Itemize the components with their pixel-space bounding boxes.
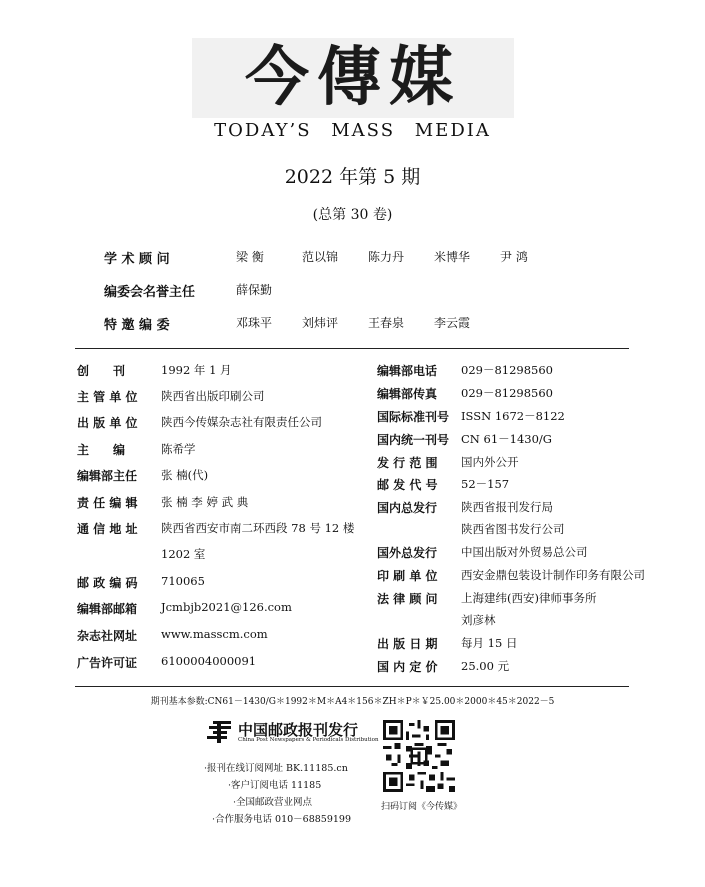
info-label: 印 刷 单 位 <box>377 569 438 583</box>
basic-parameters: 期刊基本参数:CN61－1430/G＊1992＊M＊A4＊156＊ZH＊P＊￥25.00＊2000＊45＊2022－5 <box>150 697 555 707</box>
info-value: 710065 <box>161 574 205 588</box>
honorary-director-name: 薛保勤 <box>236 283 273 297</box>
issue-number: 2022 年第 5 期 <box>284 166 421 188</box>
info-value: 029－81298560 <box>461 363 553 377</box>
info-label: 国外总发行 <box>377 546 438 560</box>
info-value: 陕西省西安市南二环西段 78 号 12 楼 <box>161 521 355 535</box>
english-title: TODAY’S MASS MEDIA <box>214 120 491 141</box>
info-value: 国内外公开 <box>461 455 519 469</box>
info-value: 1992 年 1 月 <box>161 363 232 377</box>
info-value: 上海建纬(西安)律师事务所 <box>461 591 597 605</box>
info-label: 出 版 单 位 <box>77 416 138 430</box>
volume-number: (总第 30 卷) <box>312 207 393 223</box>
info-label: 邮 政 编 码 <box>77 576 138 590</box>
distributor-english: China Post Newspapers & Periodicals Distribution <box>238 737 379 743</box>
info-value: 中国出版对外贸易总公司 <box>461 545 588 559</box>
info-value: 张 楠(代) <box>161 468 209 482</box>
subscription-line: ·客户订阅电话 11185 <box>228 780 322 791</box>
info-value: Jcmbjb2021@126.com <box>161 600 292 614</box>
guest-editor-name: 刘炜评 <box>302 316 339 330</box>
info-label: 法 律 顾 问 <box>377 592 438 606</box>
info-value: CN 61－1430/G <box>461 432 552 446</box>
info-value: 029－81298560 <box>461 386 553 400</box>
info-label: 出 版 日 期 <box>377 637 438 651</box>
advisor-name: 米博华 <box>434 250 471 264</box>
advisor-name: 范以锦 <box>302 250 339 264</box>
info-value: 52－157 <box>461 477 510 491</box>
qr-code <box>383 720 455 792</box>
info-label: 国际标准刊号 <box>377 410 450 424</box>
info-label: 国内统一刊号 <box>377 433 450 447</box>
guest-editor-name: 邓珠平 <box>236 316 273 330</box>
info-label: 编辑部邮箱 <box>77 602 138 616</box>
info-value: 6100004000091 <box>161 654 257 668</box>
info-value: 陈希学 <box>161 442 196 456</box>
info-value: 陕西省图书发行公司 <box>461 522 565 536</box>
advisor-name: 尹 鸿 <box>500 250 528 264</box>
info-label: 主 编 <box>77 443 126 457</box>
info-value: ISSN 1672－8122 <box>461 409 565 423</box>
info-label: 通 信 地 址 <box>77 522 138 536</box>
info-label: 国内总发行 <box>377 501 438 515</box>
subscription-line: ·报刊在线订阅网址 BK.11185.cn <box>204 763 348 774</box>
info-value: 张 楠 李 婷 武 典 <box>161 495 249 509</box>
info-label: 创 刊 <box>77 364 126 378</box>
info-value: 陕西省出版印刷公司 <box>161 389 265 403</box>
info-label: 广告许可证 <box>77 656 138 670</box>
masthead-logo <box>192 38 514 118</box>
info-value: 西安金鼎包装设计制作印务有限公司 <box>461 568 645 582</box>
guest-editors-label: 特 邀 编 委 <box>104 318 170 333</box>
china-post-emblem-icon <box>205 719 235 745</box>
info-label: 编辑部电话 <box>377 364 438 378</box>
info-label: 杂志社网址 <box>77 629 138 643</box>
info-label: 国 内 定 价 <box>377 660 438 674</box>
info-value: 每月 15 日 <box>461 636 518 650</box>
honorary-director-label: 编委会名誉主任 <box>104 285 196 300</box>
info-value: 陕西省报刊发行局 <box>461 500 553 514</box>
subscription-line: ·全国邮政营业网点 <box>233 797 313 808</box>
info-value: 刘彦林 <box>461 613 496 627</box>
info-value: 1202 室 <box>161 547 206 561</box>
info-value: 陕西今传媒杂志社有限责任公司 <box>161 415 322 429</box>
top-divider <box>75 348 629 349</box>
info-value: 25.00 元 <box>461 659 510 673</box>
info-label: 主 管 单 位 <box>77 390 138 404</box>
info-value: www.masscm.com <box>161 627 268 641</box>
guest-editor-name: 李云霞 <box>434 316 471 330</box>
info-label: 发 行 范 围 <box>377 456 438 470</box>
info-label: 编辑部传真 <box>377 387 438 401</box>
info-label: 编辑部主任 <box>77 469 138 483</box>
guest-editor-name: 王春泉 <box>368 316 405 330</box>
qr-caption: 扫码订阅《今传媒》 <box>381 802 463 812</box>
advisors-label: 学 术 顾 问 <box>104 252 170 267</box>
info-label: 责 任 编 辑 <box>77 496 138 510</box>
advisor-name: 梁 衡 <box>236 250 264 264</box>
distributor-name: 中国邮政报刊发行 <box>238 721 359 739</box>
masthead-title: 今傳媒 <box>245 40 461 115</box>
bottom-divider <box>75 686 629 687</box>
advisor-name: 陈力丹 <box>368 250 405 264</box>
subscription-line: ·合作服务电话 010－68859199 <box>212 814 352 825</box>
info-label: 邮 发 代 号 <box>377 478 438 492</box>
